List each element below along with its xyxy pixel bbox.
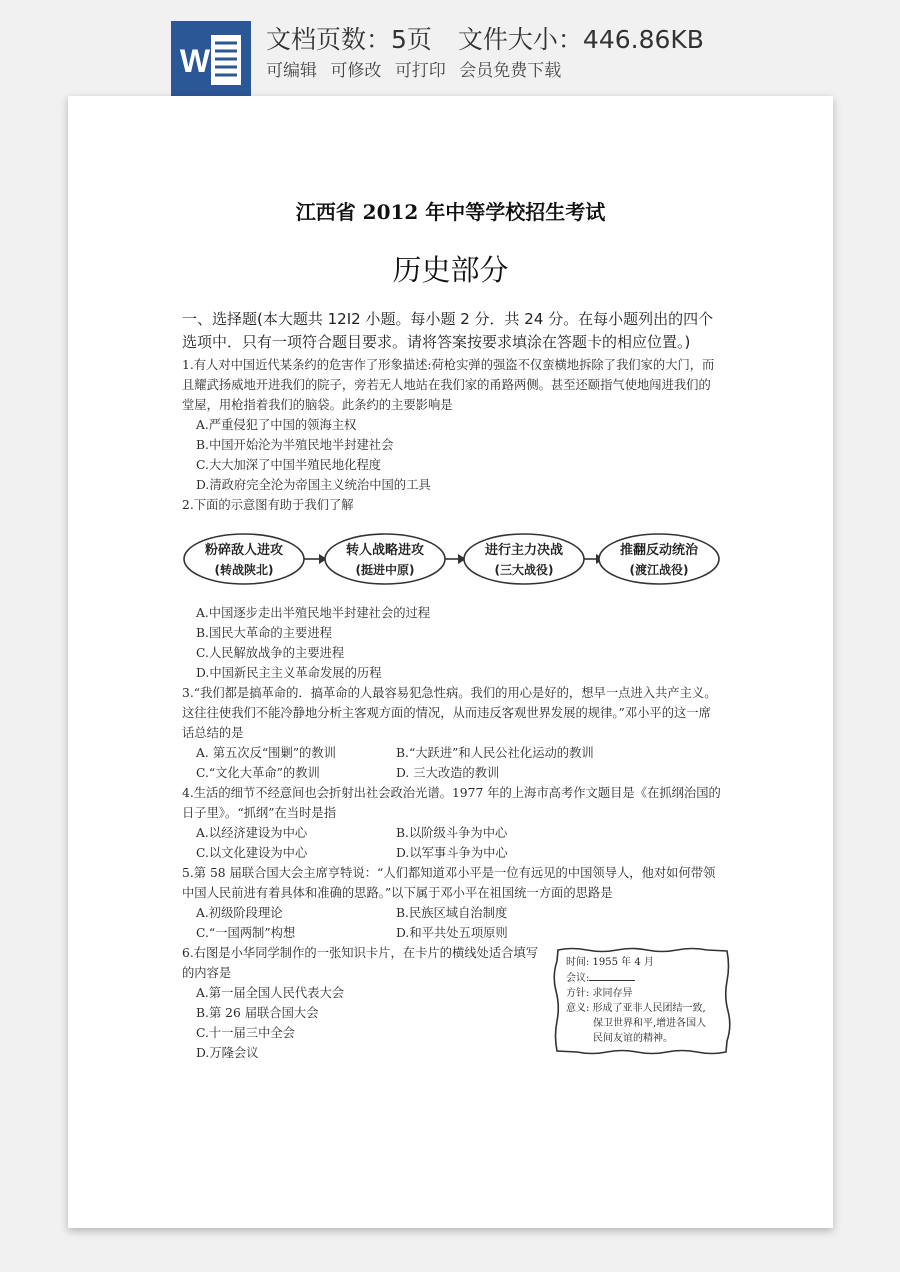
question-5-option-d: D.和平共处五项原则 [396, 926, 508, 940]
svg-text:W: W [179, 43, 211, 79]
flow-node-2 [325, 534, 445, 584]
question-5-options-row-2 [182, 923, 722, 943]
svg-text:(渡江战役): (渡江战役) [629, 563, 689, 577]
question-5-option-b: B.民族区域自治制度 [396, 906, 508, 920]
svg-text:转人战略进攻: 转人战略进攻 [345, 543, 425, 558]
question-3-options-row-1 [182, 743, 722, 763]
document-page [68, 96, 833, 1228]
question-4-option-a: A.以经济建设为中心 [196, 826, 308, 840]
feature-member-download: 会员免费下载 [459, 61, 562, 81]
question-4-options-row-2 [182, 843, 722, 863]
question-5-stem: 5.第 58 届联合国大会主席亨特说：“人们都知道邓小平是一位有远见的中国领导人，他对如何带领中国人民前进有着具体和准确的思路。”以下属于邓小平在祖国统一方面的思路是 [182, 866, 716, 900]
svg-text:(转战陕北): (转战陕北) [214, 563, 274, 577]
question-6-option-c: C.十一届三中全会 [196, 1026, 295, 1040]
card-line-meaning-2: 保卫世界和平,增进各国人 [593, 1018, 707, 1029]
question-3-option-d: D. 三大改造的教训 [396, 766, 500, 780]
question-6-option-a: A.第一届全国人民代表大会 [196, 986, 345, 1000]
question-5-option-a: A.初级阶段理论 [196, 906, 283, 920]
question-1-option-c: C.大大加深了中国半殖民地化程度 [196, 458, 382, 472]
flow-node-3 [464, 534, 584, 584]
knowledge-card-text [566, 955, 724, 1046]
subject-title: 历史部分 [392, 253, 509, 287]
question-4-options-row-1 [182, 823, 722, 843]
question-4-option-b: B.以阶级斗争为中心 [396, 826, 508, 840]
question-4-option-c: C.以文化建设为中心 [196, 846, 308, 860]
svg-text:进行主力决战: 进行主力决战 [484, 543, 564, 558]
question-3-option-c: C.“文化大革命”的教训 [196, 766, 320, 780]
svg-text:(挺进中原): (挺进中原) [355, 563, 415, 577]
question-1-option-b: B.中国开始沦为半殖民地半封建社会 [196, 438, 394, 452]
question-3-option-b: B.“大跃进”和人民公社化运动的教训 [396, 746, 594, 760]
question-5-option-c: C.“一国两制”构想 [196, 926, 296, 940]
question-2-option-d: D.中国新民主主义革命发展的历程 [196, 666, 382, 680]
question-1-option-a: A.严重侵犯了中国的领海主权 [196, 418, 357, 432]
feature-modifiable: 可修改 [330, 61, 382, 81]
flow-arrow-2 [445, 554, 466, 564]
card-blank [589, 970, 635, 981]
question-2-stem: 2.下面的示意图有助于我们了解 [182, 498, 354, 512]
feature-printable: 可打印 [394, 61, 446, 81]
question-2-option-c: C.人民解放战争的主要进程 [196, 646, 345, 660]
knowledge-card [552, 946, 732, 1056]
svg-text:(三大战役): (三大战役) [494, 563, 554, 577]
card-line-time: 时间: 1955 年 4 月 [566, 957, 654, 968]
feature-editable: 可编辑 [266, 61, 317, 81]
question-3-option-a: A. 第五次反“围剿”的教训 [196, 746, 336, 760]
question-1-option-d: D.清政府完全沦为帝国主义统治中国的工具 [196, 478, 431, 492]
question-1-stem: 1.有人对中国近代某条约的危害作了形象描述:荷枪实弹的强盗不仅蛮横地拆除了我们家的大门，而且耀武扬威地开进我们的院子，旁若无人地站在我们家的甬路两侧。甚至还颐指气使地闯进我们的堂屋，用枪指着我们的脑袋。此条约的主要影响是 [182, 358, 715, 412]
question-3-options-row-2 [182, 763, 722, 783]
file-size-label: 文件大小：446.86KB [457, 25, 704, 54]
question-2-option-a: A.中国逐步走出半殖民地半封建社会的过程 [196, 606, 431, 620]
war-process-diagram [182, 515, 722, 603]
question-4-stem: 4.生活的细节不经意间也会折射出社会政治光谱。1977 年的上海市高考作文题目是《在抓纲治国的日子里》。“抓纲”在当时是指 [182, 786, 721, 820]
svg-text:粉碎敌人进攻: 粉碎敌人进攻 [204, 543, 284, 558]
question-4-option-d: D.以军事斗争为中心 [396, 846, 508, 860]
section-heading: 一、选择题(本大题共 12I2 小题。每小题 2 分．共 24 分。在每小题列出的四个选项中．只有一项符合题目要求。请将答案按要求填涂在答题卡的相应位置。) [182, 310, 714, 351]
question-2-option-b: B.国民大革命的主要进程 [196, 626, 332, 640]
word-document-icon [171, 21, 251, 97]
question-6-option-d: D.万隆会议 [196, 1046, 259, 1060]
svg-text:推翻反动统治: 推翻反动统治 [619, 543, 699, 558]
exam-title: 江西省 2012 年中等学校招生考试 [295, 200, 606, 224]
document-stats [266, 20, 704, 56]
flow-node-4 [599, 534, 719, 584]
question-6-stem: 6.右图是小华同学制作的一张知识卡片，在卡片的横线处适合填写的内容是 [182, 946, 539, 980]
feature-list [266, 56, 569, 81]
card-line-policy: 方针: 求同存异 [566, 988, 633, 999]
question-5-options-row-1 [182, 903, 722, 923]
question-6-option-b: B.第 26 届联合国大会 [196, 1006, 319, 1020]
card-line-meaning-3: 民间友谊的精神。 [593, 1033, 673, 1044]
flow-node-1 [184, 534, 304, 584]
flow-arrow-1 [304, 554, 327, 564]
card-line-meeting: 会议: [566, 973, 590, 984]
card-line-meaning: 意义: 形成了亚非人民团结一致, [566, 1003, 706, 1014]
question-3-stem: 3.“我们都是搞革命的．搞革命的人最容易犯急性病。我们的用心是好的，想早一点进入共产主义。这往往使我们不能冷静地分析主客观方面的情况，从而违反客观世界发展的规律。”邓小平的这一席话总结的是 [182, 686, 717, 740]
document-header [0, 0, 900, 96]
page-count-label: 文档页数：5页 [266, 25, 432, 54]
